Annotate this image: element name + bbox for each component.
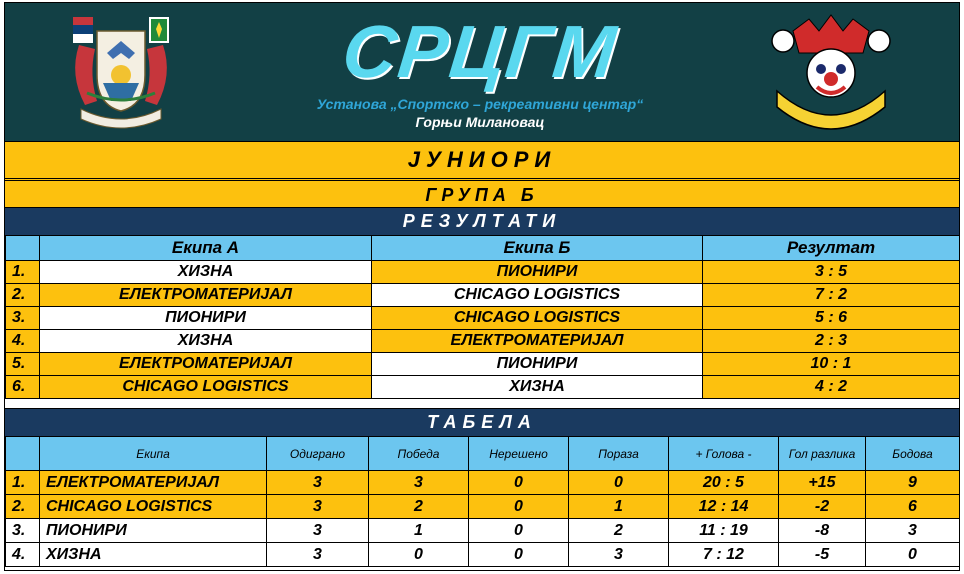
standing-goals: 7 : 12 (669, 543, 779, 567)
results-table (5, 235, 960, 399)
match-score: 10 : 1 (703, 353, 960, 376)
standings-header-wins: Победа (369, 437, 469, 471)
match-score: 3 : 5 (703, 261, 960, 284)
results-header-team-a: Екипа А (40, 236, 372, 261)
standing-points: 9 (866, 471, 960, 495)
match-score: 5 : 6 (703, 307, 960, 330)
standings-header-points: Бодова (866, 437, 960, 471)
match-number: 6. (6, 376, 40, 399)
standing-team: CHICAGO LOGISTICS (40, 495, 267, 519)
match-score: 7 : 2 (703, 284, 960, 307)
match-score: 4 : 2 (703, 376, 960, 399)
results-row (6, 353, 960, 376)
results-row (6, 307, 960, 330)
match-number: 3. (6, 307, 40, 330)
standing-goal-difference: -5 (779, 543, 866, 567)
standing-played: 3 (267, 495, 369, 519)
standings-row (6, 543, 960, 567)
match-number: 2. (6, 284, 40, 307)
standing-goal-difference: -2 (779, 495, 866, 519)
standing-wins: 1 (369, 519, 469, 543)
results-header-number (6, 236, 40, 261)
header-banner (5, 3, 959, 141)
standing-goals: 12 : 14 (669, 495, 779, 519)
standings-title: ТАБЕЛА (5, 408, 959, 436)
standing-draws: 0 (469, 471, 569, 495)
page (4, 2, 960, 571)
standing-goal-difference: -8 (779, 519, 866, 543)
standing-losses: 3 (569, 543, 669, 567)
brand-subtitle: Установа „Спортско – рекреативни центар“ (316, 96, 644, 112)
match-number: 1. (6, 261, 40, 284)
group-title: ГРУПА Б (5, 178, 959, 207)
standing-goals: 20 : 5 (669, 471, 779, 495)
standing-goal-difference: +15 (779, 471, 866, 495)
standings-header-losses: Пораза (569, 437, 669, 471)
standing-draws: 0 (469, 519, 569, 543)
standings-header-number (6, 437, 40, 471)
town-crest-icon (67, 13, 175, 137)
standing-played: 3 (267, 543, 369, 567)
match-team-b: CHICAGO LOGISTICS (372, 284, 703, 307)
category-title: ЈУНИОРИ (5, 141, 959, 178)
standings-header-row (6, 437, 960, 471)
standing-points: 0 (866, 543, 960, 567)
standing-team: ХИЗНА (40, 543, 267, 567)
brand-block (290, 9, 670, 131)
results-header-row (6, 236, 960, 261)
standing-played: 3 (267, 519, 369, 543)
match-score: 2 : 3 (703, 330, 960, 353)
standings-row (6, 471, 960, 495)
standing-position: 4. (6, 543, 40, 567)
standing-position: 1. (6, 471, 40, 495)
results-row (6, 330, 960, 353)
standings-header-draws: Нерешено (469, 437, 569, 471)
results-title: РЕЗУЛТАТИ (5, 207, 959, 235)
results-header-team-b: Екипа Б (372, 236, 703, 261)
standing-losses: 0 (569, 471, 669, 495)
match-team-b: ХИЗНА (372, 376, 703, 399)
standing-played: 3 (267, 471, 369, 495)
match-team-b: CHICAGO LOGISTICS (372, 307, 703, 330)
brand-city: Горњи Милановац (415, 114, 545, 130)
standing-goals: 11 : 19 (669, 519, 779, 543)
match-team-b: ЕЛЕКТРОМАТЕРИЈАЛ (372, 330, 703, 353)
standing-team: ЕЛЕКТРОМАТЕРИЈАЛ (40, 471, 267, 495)
match-team-a: CHICAGO LOGISTICS (40, 376, 372, 399)
match-team-a: ХИЗНА (40, 330, 372, 353)
standing-points: 6 (866, 495, 960, 519)
standing-team: ПИОНИРИ (40, 519, 267, 543)
standing-draws: 0 (469, 543, 569, 567)
match-team-a: ХИЗНА (40, 261, 372, 284)
standings-row (6, 519, 960, 543)
standings-row (6, 495, 960, 519)
standing-losses: 2 (569, 519, 669, 543)
match-team-a: ЕЛЕКТРОМАТЕРИЈАЛ (40, 353, 372, 376)
standing-wins: 3 (369, 471, 469, 495)
match-team-b: ПИОНИРИ (372, 353, 703, 376)
brand-title: СРЦГМ (338, 10, 622, 93)
standing-wins: 2 (369, 495, 469, 519)
standings-header-played: Одиграно (267, 437, 369, 471)
match-number: 4. (6, 330, 40, 353)
standing-points: 3 (866, 519, 960, 543)
results-row (6, 376, 960, 399)
results-header-score: Резултат (703, 236, 960, 261)
standing-wins: 0 (369, 543, 469, 567)
match-team-b: ПИОНИРИ (372, 261, 703, 284)
standings-header-goals: + Голова - (669, 437, 779, 471)
results-row (6, 261, 960, 284)
standings-table (5, 436, 960, 567)
standing-losses: 1 (569, 495, 669, 519)
match-number: 5. (6, 353, 40, 376)
standing-position: 3. (6, 519, 40, 543)
results-row (6, 284, 960, 307)
club-logo-icon (763, 11, 899, 135)
standings-header-goal-difference: Гол разлика (779, 437, 866, 471)
standing-draws: 0 (469, 495, 569, 519)
standing-position: 2. (6, 495, 40, 519)
match-team-a: ПИОНИРИ (40, 307, 372, 330)
match-team-a: ЕЛЕКТРОМАТЕРИЈАЛ (40, 284, 372, 307)
standings-header-team: Екипа (40, 437, 267, 471)
